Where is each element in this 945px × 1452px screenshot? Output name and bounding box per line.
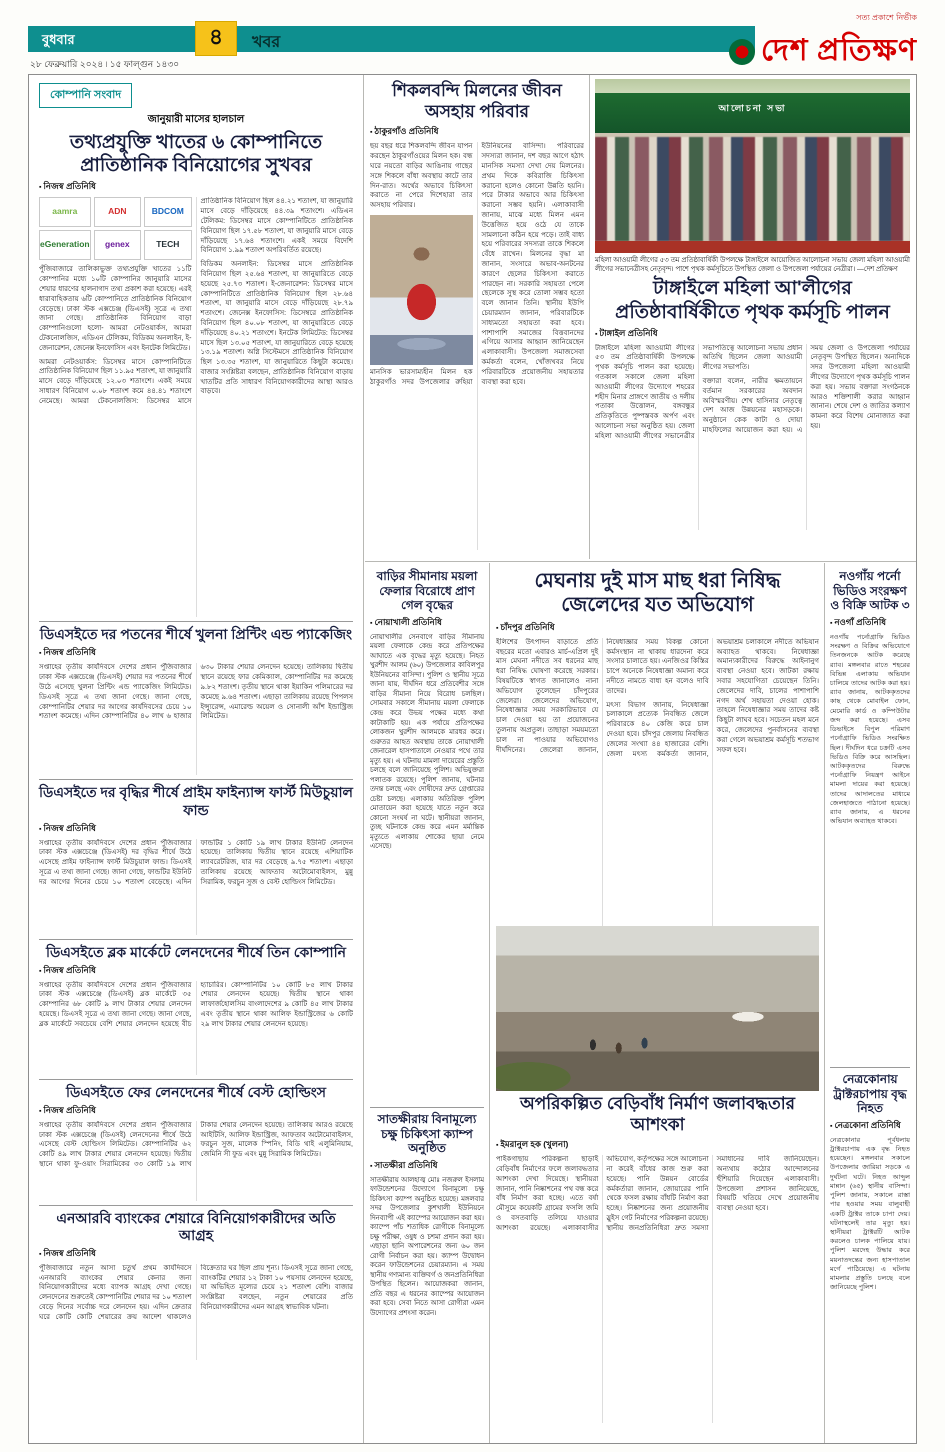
paper-brand [729, 12, 917, 77]
article-body [39, 1264, 353, 1360]
byline: ▪ চাঁদপুর প্রতিনিধি [496, 621, 819, 635]
paragraph: পুঁজিবাজারে তালিকাভুক্ত তথ্যপ্রযুক্তি খাতের ১১টি কোম্পানির মধ্যে ১০টি কোম্পানির জানুয়ারি মাসের শেয়ার ধারণের হালনাগাদ তথ্য প্রকাশ করা হয়েছে। এরই ধারাবাহিকতায় ৬টি কোম্পানিতে প্রাতিষ্ঠানিক বিনিয়োগ বেড়েছে। ঢাকা স্টক এক্সচেঞ্জ (ডিএসই) সূত্রে এ তথ্য জানা গেছে। প্রাতিষ্ঠানিক বিনিয়োগ বাড়া কোম্পানিগুলো হলো- আমরা নেটওয়ার্কস, আমরা টেকনোলজিস, এডিএন টেলিকম, বিডিকম অনলাইন, ই-জেনারেশন, জেনেক্স ইনফোসিস এবং ইনটেক লিমিটেড। [39, 266, 192, 352]
article-body [496, 1155, 819, 1423]
company-logo-label: ADN [108, 206, 127, 217]
paragraph: বক্তারা বলেন, নারীর ক্ষমতায়নে বর্তমান সরকারের অবদান অবিস্মরণীয়। শেখ হাসিনার নেতৃত্বে দেশ আজ উন্নয়নের মহাসড়কে। অনুষ্ঠানে কেক কাটা ও দোয়া মাহফিলের আয়োজন করা হয়। এ সময় জেলা ও উপজেলা পর্যায়ের নেতৃবৃন্দ উপস্থিত ছিলেন। অন্যদিকে সদর উপজেলা মহিলা আওয়ামী লীগের উদ্যোগে পৃথক কর্মসূচি পালন করা হয়। সভায় বক্তারা সংগঠনকে আরও শক্তিশালী করার আহ্বান জানান। শেষে দেশ ও জাতির কল্যাণ কামনা করে বিশেষ মোনাজাত করা হয়। [702, 344, 910, 435]
photo-meeting-group [595, 79, 910, 253]
byline: ▪ নওগাঁ প্রতিনিধি [830, 616, 910, 630]
photo-carpet [595, 241, 910, 253]
company-logo-label: BDCOM [151, 206, 184, 217]
headline-meghna-fishing: মেঘনায় দুই মাস মাছ ধরা নিষিদ্ধ জেলেদের যত অভিযোগ [534, 570, 781, 617]
paragraph: নওগাঁয় পর্নোগ্রাফি ভিডিও সংরক্ষণ ও বিক্রির অভিযোগে তিনজনকে আটক করেছে র‍্যাব। মঙ্গলবার রাতে শহরের বিভিন্ন এলাকায় অভিযান চালিয়ে তাদের আটক করা হয়। র‍্যাব জানায়, আটককৃতদের কাছ থেকে মোবাইল ফোন, মেমোরি কার্ড ও কম্পিউটার জব্দ করা হয়েছে। এসব ডিভাইসে বিপুল পরিমাণ পর্নোগ্রাফি ভিডিও সংরক্ষিত ছিল। দীর্ঘদিন ধরে চক্রটি এসব ভিডিও বিক্রি করে আসছিল। আটককৃতদের বিরুদ্ধে পর্নোগ্রাফি নিয়ন্ত্রণ আইনে মামলা দায়ের করা হয়েছে। তাদের আদালতের মাধ্যমে জেলহাজতে পাঠানো হয়েছে। র‍্যাব জানায়, এ ধরনের অভিযান অব্যাহত থাকবে। [830, 633, 910, 826]
article-body [370, 142, 584, 550]
headline-beribadh: অপরিকল্পিত বেড়িবাঁধ নির্মাণ জলাবদ্ধতার আশংকা [519, 1093, 795, 1134]
article-body [830, 1136, 910, 1436]
headline-khulna-printing: ডিএসইতে দর পতনের শীর্ষে খুলনা প্রিন্টিং এন্ড প্যাকেজিং [39, 626, 353, 643]
paper-name: দেশ প্রতিক্ষণ [760, 34, 917, 67]
byline: ▪ নিজস্ব প্রতিনিধি [39, 1104, 353, 1118]
byline: ▪ নিজস্ব প্রতিনিধি [39, 964, 353, 978]
company-logo [39, 230, 91, 260]
article-body [39, 197, 353, 617]
paragraph: মানসিক ভারসাম্যহীন মিলন হক ঠাকুরগাঁও সদর উপজেলার রুহিয়া ইউনিয়নের বাসিন্দা। পরিবারের সদস্যরা জানান, দশ বছর আগে হঠাৎ মানসিক সমস্যা দেখা দেয় মিলনের। প্রথম দিকে কবিরাজি চিকিৎসা করানো হলেও কোনো উন্নতি হয়নি। পরে টাকার অভাবে আর চিকিৎসা করানো সম্ভব হয়নি। এলাকাবাসী জানায়, মাঝে মধ্যে মিলন এমন উত্তেজিত হয়ে ওঠে যে তাকে সামলানো কঠিন হয়ে পড়ে। তাই বাধ্য হয়ে পরিবারের সদস্যরা তাকে শিকলে বেঁধে রাখেন। মিলনের বৃদ্ধা মা জানান, সংসারে অভাব-অনটনের কারণে ছেলের চিকিৎসা করাতে পারছেন না। সরকারি সহায়তা পেলে ছেলেকে সুস্থ করে তোলা সম্ভব হতো বলে জানান তিনি। স্থানীয় ইউপি চেয়ারম্যান জানান, পরিবারটিকে সাধ্যমতো সহায়তা করা হবে। পাশাপাশি সমাজের বিত্তবানদের এগিয়ে আসার আহ্বান জানিয়েছেন এলাকাবাসী। উপজেলা সমাজসেবা কর্মকর্তা বলেন, খোঁজখবর নিয়ে পরিবারটিকে প্রয়োজনীয় সহায়তার ব্যবস্থা করা হবে। [370, 143, 584, 386]
article-tangail-league [593, 79, 912, 557]
article-body [595, 344, 910, 530]
article-body [370, 1176, 484, 1438]
paragraph: সপ্তাহের তৃতীয় কার্যদিবসে দেশের প্রধান পুঁজিবাজার ঢাকা স্টক এক্সচেঞ্জে (ডিএসই) ব্লক মার্কেটে ৩৫ কোম্পানির ৬৮ কোটি ৯ লাখ টাকার শেয়ার লেনদেন হয়েছে। ডিএসই সূত্রে এ তথ্য জানা গেছে। জানা গেছে, ব্লক মার্কেটে সবচেয়ে বেশি শেয়ার লেনদেন হয়েছে বীচ হ্যাচারির। কোম্পানিটির ১০ কোটি ৮৫ লাখ টাকার শেয়ার লেনদেন হয়েছে। দ্বিতীয় স্থানে থাকা লাফার্জহোলসিম বাংলাদেশের ৯ কোটি ৪৫ লাখ টাকার এবং তৃতীয় স্থানে থাকা আলিফ ইন্ডাস্ট্রিজের ৬ কোটি ২৯ লাখ টাকার শেয়ার লেনদেন হয়েছে। [39, 981, 353, 1028]
headline-nawga-arrest: নওগাঁয় পর্নো ভিডিও সংরক্ষণ ও বিক্রি আটক ৩ [830, 569, 910, 613]
section-bar [28, 26, 755, 52]
column-divider [489, 563, 490, 1443]
company-logos-figure [39, 197, 192, 260]
article-divider [830, 1067, 910, 1068]
byline: ▪ নিজস্ব প্রতিনিধি [39, 822, 353, 836]
company-logo [39, 197, 91, 227]
paragraph: নোয়াখালীর সেনবাগে বাড়ির সীমানায় ময়লা ফেলাকে কেন্দ্র করে প্রতিপক্ষের আঘাতে এক বৃদ্ধের মৃত্যু হয়েছে। নিহত খুরশীদ আলম (৬০) উপজেলার কাবিলপুর ইউনিয়নের বাসিন্দা। পুলিশ ও স্থানীয় সূত্রে জানা যায়, দীর্ঘদিন ধরে প্রতিবেশীর সঙ্গে বাড়ির সীমানা নিয়ে বিরোধ চলছিল। সোমবার সকালে সীমানায় ময়লা ফেলাকে কেন্দ্র করে উভয় পক্ষের মধ্যে কথা কাটাকাটি হয়। এক পর্যায়ে প্রতিপক্ষের লোকজন খুরশীদ আলমকে মারধর করে। গুরুতর আহত অবস্থায় তাকে নোয়াখালী জেনারেল হাসপাতালে নেওয়ার পথে তার মৃত্যু হয়। এ ঘটনায় মামলা দায়েরের প্রস্তুতি চলছে বলে জানিয়েছে পুলিশ। অভিযুক্তরা পলাতক রয়েছে। পুলিশ জানায়, ঘটনার তদন্ত চলছে এবং দোষীদের দ্রুত গ্রেপ্তারের চেষ্টা চলছে। এলাকায় অতিরিক্ত পুলিশ মোতায়েন করা হয়েছে যাতে নতুন করে কোনো সংঘর্ষ না ঘটে। স্থানীয়রা জানান, তুচ্ছ ঘটনাকে কেন্দ্র করে এমন মর্মান্তিক মৃত্যুতে এলাকায় শোকের ছায়া নেমে এসেছে। [370, 633, 484, 851]
column-divider [824, 563, 825, 1443]
article-divider [370, 1107, 484, 1108]
article-divider [39, 939, 353, 940]
byline: ▪ টাঙ্গাইল প্রতিনিধি [595, 327, 910, 341]
photo-crowd [595, 137, 910, 241]
day-label: বুধবার [42, 32, 75, 47]
paragraph: পুঁজিবাজারে নতুন আসা চতুর্থ প্রথম কার্যদিবসে এনআরবি ব্যাংকের শেয়ার কেনার জন্য বিনিয়োগকারীদের মধ্যে ব্যাপক আগ্রহ দেখা গেছে। লেনদেনের শুরুতেই কোম্পানিটির শেয়ার দর ১০ শতাংশ বেড়ে দিনের সর্বোচ্চ দরে লেনদেন হয়। এদিন ক্রেতার ঘরে কোটি কোটি শেয়ারের ক্রয় আদেশ থাকলেও বিক্রেতার ঘর ছিল প্রায় শূন্য। ডিএসই সূত্রে জানা গেছে, ব্যাংকটির শেয়ার ১২ টাকা ১০ পয়সায় লেনদেন হয়েছে, যা অভিহিত মূল্যের চেয়ে ২১ শতাংশ বেশি। বাজার সংশ্লিষ্টরা বলছেন, নতুন শেয়ারের প্রতি বিনিয়োগকারীদের এমন আগ্রহ স্বাভাবিক ঘটনা। [39, 1264, 353, 1321]
paragraph: আমরা নেটওয়ার্কস: ডিসেম্বর মাসে কোম্পানিটিতে প্রাতিষ্ঠানিক বিনিয়োগ ছিল ১১.৯৫ শতাংশ, যা জানুয়ারি মাসে বেড়ে দাঁড়িয়েছে ১২.০৩ শতাংশে। একই সময়ে সাধারণ বিনিয়োগ ০.০৮ শতাংশ কমে ৪৪.৪১ শতাংশে নেমেছে। আমরা টেকনোলজিস: ডিসেম্বর মাসে প্রাতিষ্ঠানিক বিনিয়োগ ছিল ৪৪.২১ শতাংশ, যা জানুয়ারি মাসে বেড়ে দাঁড়িয়েছে ৪৪.৩৯ শতাংশে। এডিএন টেলিকম: ডিসেম্বর মাসে কোম্পানিটিতে প্রাতিষ্ঠানিক বিনিয়োগ ছিল ১৭.৫৮ শতাংশ, যা জানুয়ারি মাসে বেড়ে দাঁড়িয়েছে ১৭.৬৪ শতাংশে। একই সময়ে বিদেশি বিনিয়োগ ১.৯৯ শতাংশ অপরিবর্তিত রয়েছে। [39, 198, 353, 405]
article-body [39, 663, 353, 775]
photo-banner-text: আলোচনা সভা [718, 103, 787, 113]
company-logo-label: TECH [156, 239, 180, 250]
headline-chokkhu-camp: সাতক্ষীরায় বিনামূল্যে চক্ষু চিকিৎসা ক্যাম্প অনুষ্ঠিত [377, 1111, 477, 1156]
paragraph: নেত্রকোনার পূর্বধলায় ট্রাক্টরচাপায় এক বৃদ্ধ নিহত হয়েছেন। মঙ্গলবার সকালে উপজেলার জারিয়া সড়কে এ দুর্ঘটনা ঘটে। নিহত আব্দুল মান্নান (৬৫) স্থানীয় বাসিন্দা। পুলিশ জানায়, সকালে রাস্তা পার হওয়ার সময় বালুবাহী একটি ট্রাক্টর তাকে চাপা দেয়। ঘটনাস্থলেই তার মৃত্যু হয়। স্থানীয়রা ট্রাক্টরটি আটক করলেও চালক পালিয়ে যায়। পুলিশ মরদেহ উদ্ধার করে ময়নাতদন্তের জন্য হাসপাতাল মর্গে পাঠিয়েছে। এ ঘটনায় মামলার প্রস্তুতি চলছে বলে জানিয়েছে পুলিশ। [830, 1136, 910, 1292]
paragraph: সপ্তাহের তৃতীয় কার্যদিবসে দেশের প্রধান পুঁজিবাজার ঢাকা স্টক এক্সচেঞ্জে (ডিএসই) লেনদেনের শীর্ষে উঠে এসেছে বেস্ট হোল্ডিংস লিমিটেড। কোম্পানিটির ৬২ কোটি ৪৯ লাখ টাকার শেয়ার লেনদেন হয়েছে। দ্বিতীয় স্থানে থাকা ফু-ওয়াং সিরামিকের ৩৩ কোটি ১৯ লাখ টাকার শেয়ার লেনদেন হয়েছে। তালিকায় আরও রয়েছে আইটিসি, আলিফ ইন্ডাস্ট্রিজ, আফতাব অটোমোবাইলস, ফরচুন সুজ, মালেক স্পিনিং, বিডি থাই এলুমিনিয়াম, জেমিনি সী ফুড এবং মুন্নু সিরামিক লিমিটেড। [39, 1121, 353, 1168]
headline-nrb-bank: এনআরবি ব্যাংকের শেয়ারে বিনিয়োগকারীদের অতি আগ্রহ [56, 1209, 336, 1243]
headline-tangail-league: টাঙ্গাইলে মহিলা আ'লীগের প্রতিষ্ঠাবার্ষিকীতে পৃথক কর্মসূচি পালন [615, 278, 890, 323]
byline: ▪ নিজস্ব প্রতিনিধি [39, 1247, 353, 1261]
company-news-column [31, 77, 361, 1441]
paragraph: সাতক্ষীরায় আলহাজ্ব মোঃ নজরুল ইসলাম ফাউন্ডেশনের উদ্যোগে বিনামূল্যে চক্ষু চিকিৎসা ক্যাম্প অনুষ্ঠিত হয়েছে। মঙ্গলবার সদর উপজেলার কুশখালী ইউনিয়নে দিনব্যাপী এই ক্যাম্পের আয়োজন করা হয়। ক্যাম্পে পাঁচ শতাধিক রোগীকে বিনামূল্যে চক্ষু পরীক্ষা, ওষুধ ও চশমা প্রদান করা হয়। এছাড়া ছানি অপারেশনের জন্য ৬০ জন রোগী নির্বাচন করা হয়। ক্যাম্প উদ্বোধন করেন ফাউন্ডেশনের চেয়ারম্যান। এ সময় স্থানীয় গণ্যমান্য ব্যক্তিবর্গ ও জনপ্রতিনিধিরা উপস্থিত ছিলেন। আয়োজকরা জানান, প্রতি বছর এ ধরনের ক্যাম্পের আয়োজন করা হবে। সেবা নিতে আসা রোগীরা এমন উদ্যোগের প্রশংসা করেন। [370, 1176, 484, 1317]
photo-chained-man [370, 215, 473, 365]
paragraph: ছয় বছর ধরে শিকলবন্দি জীবন যাপন করছেন ঠাকুরগাঁওয়ের মিলন হক। বন্ধ ঘরে নয়তো বাড়ির আঙিনায় গাছের সঙ্গে শিকলে বাঁধা অবস্থায় কাটে তার দিন-রাত। অর্থের অভাবে চিকিৎসা করাতে না পেরে দিশেহারা তার অসহায় পরিবার। [370, 143, 473, 210]
article-divider [39, 779, 353, 780]
article-body [39, 981, 353, 1075]
byline: ▪ নোয়াখালী প্রতিনিধি [370, 616, 484, 630]
byline: ▪ নিজস্ব প্রতিনিধি [39, 646, 353, 660]
paragraph: টাঙ্গাইলে মহিলা আওয়ামী লীগের ৫৩ তম প্রতিষ্ঠাবার্ষিকী উপলক্ষে পৃথক কর্মসূচি পালন করা হয়েছে। গতকাল সকালে জেলা মহিলা আওয়ামী লীগের উদ্যোগে শহরের শহীদ মিনার প্রাঙ্গণে জাতীয় ও দলীয় পতাকা উত্তোলন, বঙ্গবন্ধুর প্রতিকৃতিতে পুষ্পস্তবক অর্পণ এবং আলোচনা সভা অনুষ্ঠিত হয়। জেলা মহিলা আওয়ামী লীগের সভানেত্রীর সভাপতিত্বে আলোচনা সভায় প্রধান অতিথি ছিলেন জেলা আওয়ামী লীগের সভাপতি। [595, 344, 803, 440]
article-divider [39, 1205, 353, 1206]
right-news-column [828, 567, 912, 1439]
headline-block-market: ডিএসইতে ব্লক মার্কেটে লেনদেনের শীর্ষে তিন কোম্পানি [46, 943, 346, 960]
paragraph: মৎস্য বিভাগ জানায়, নিষেধাজ্ঞা চলাকালে প্রত্যেক নিবন্ধিত জেলে পরিবারকে ৪০ কেজি করে চাল দেওয়া হবে। চাঁদপুর জেলায় নিবন্ধিত জেলের সংখ্যা ৪৪ হাজারের বেশি। জেলা মৎস্য কর্মকর্তা জানান, অভয়াশ্রম চলাকালে নদীতে অভিযান অব্যাহত থাকবে। নিষেধাজ্ঞা অমান্যকারীদের বিরুদ্ধে আইনানুগ ব্যবস্থা নেওয়া হবে। জাটকা রক্ষায় সবার সহযোগিতা চেয়েছেন তিনি। জেলেদের দাবি, চালের পাশাপাশি নগদ অর্থ সহায়তা দেওয়া হোক। তাহলে নিষেধাজ্ঞার সময় তাদের কষ্ট কিছুটা লাঘব হবে। সচেতন মহল মনে করে, জেলেদের পুনর্বাসনের ব্যবস্থা করা গেলে অভয়াশ্রম কর্মসূচি শতভাগ সফল হবে। [606, 638, 819, 758]
paper-tagline: সত্য প্রকাশে নির্ভীক [856, 13, 917, 22]
company-logo-label: aamra [52, 206, 78, 217]
headline-prime-finance: ডিএসইতে দর বৃদ্ধির শীর্ষে প্রাইম ফাইন্যান্স ফার্স্ট মিউচুয়াল ফান্ড [39, 784, 353, 818]
company-logo [94, 197, 141, 227]
paragraph: সপ্তাহের তৃতীয় কার্যদিবসে দেশের প্রধান পুঁজিবাজার ঢাকা স্টক এক্সচেঞ্জে (ডিএসই) শেয়ার দর পতনের শীর্ষে উঠে এসেছে খুলনা প্রিন্টিং এন্ড প্যাকেজিং লিমিটেড। ডিএসই সূত্রে এ তথ্য জানা গেছে। জানা গেছে, কোম্পানিটির শেয়ার দর আগের কার্যদিবসের চেয়ে ১০ শতাংশ কমেছে। এদিন কোম্পানিটির ৪০ লাখ ৬ হাজার ৬৩০ টাকার শেয়ার লেনদেন হয়েছে। তালিকায় দ্বিতীয় স্থানে রয়েছে ফার কেমিক্যাল, কোম্পানিটির দর কমেছে ৯.৮২ শতাংশ। তৃতীয় স্থানে থাকা ইয়াকিন পলিমারের দর কমেছে ৯.৬৪ শতাংশ। এছাড়া তালিকায় রয়েছে পিপলস ইন্স্যুরেন্স, এমারেল্ড অয়েল ও সোনালী আঁশ ইন্ডাস্ট্রিজ লিমিটেড। [39, 664, 353, 721]
byline: ▪ নিজস্ব প্রতিনিধি [39, 180, 353, 194]
byline: ▪ ঠাকুরগাঁও প্রতিনিধি [370, 125, 584, 139]
headline-shikolbondi: শিকলবন্দি মিলনের জীবন অসহায় পরিবার [392, 81, 562, 121]
company-logo [144, 197, 191, 227]
headline-it-investment: তথ্যপ্রযুক্তি খাতের ৬ কোম্পানিতে প্রাতিষ্ঠানিক বিনিয়োগের সুখবর [69, 132, 323, 177]
headline-netrokona-accident: নেত্রকোনায় ট্রাক্টরচাপায় বৃদ্ধ নিহত [833, 1071, 907, 1116]
company-logo-label: genex [105, 239, 130, 250]
company-logo-label: eGeneration [40, 239, 90, 250]
article-divider [39, 621, 353, 622]
article-body [830, 633, 910, 1063]
paragraph: বিডিকম অনলাইন: ডিসেম্বর মাসে প্রাতিষ্ঠানিক বিনিয়োগ ছিল ২৫.৬৪ শতাংশ, যা জানুয়ারিতে বেড়ে হয়েছে ২৫.৭৩ শতাংশ। ই-জেনারেশন: ডিসেম্বর মাসে কোম্পানিটিতে প্রাতিষ্ঠানিক বিনিয়োগ ছিল ২৮.৬৪ শতাংশ, যা জানুয়ারি মাসে বেড়ে দাঁড়িয়েছে ২৮.৭৯ শতাংশে। জেনেক্স ইনফোসিস: ডিসেম্বরে প্রাতিষ্ঠানিক বিনিয়োগ ছিল ৪০.০৮ শতাংশ, যা জানুয়ারিতে বেড়ে দাঁড়িয়েছে ৪০.২১ শতাংশে। ইনটেক লিমিটেড: ডিসেম্বর মাসে ছিল ১৩.০৫ শতাংশ, যা জানুয়ারিতে বেড়ে হয়েছে ১৩.১৯ শতাংশ। অগ্নি সিস্টেমসে প্রাতিষ্ঠানিক বিনিয়োগ ছিল ১৩.৩৫ শতাংশ, যা জানুয়ারিতে কিছুটা কমেছে। বাজার সংশ্লিষ্টরা বলছেন, প্রাতিষ্ঠানিক বিনিয়োগ বাড়ায় খাতটির প্রতি সাধারণ বিনিয়োগকারীদের আস্থা আরও বাড়বে। [200, 261, 353, 396]
paragraph: সপ্তাহের তৃতীয় কার্যদিবসে দেশের প্রধান পুঁজিবাজার ঢাকা স্টক এক্সচেঞ্জে (ডিএসই) দর বৃদ্ধির শীর্ষে উঠে এসেছে প্রাইম ফাইন্যান্স ফার্স্ট মিউচুয়াল ফান্ড। ডিএসই সূত্রে এ তথ্য জানা গেছে। জানা গেছে, ফান্ডটির ইউনিট দর আগের দিনের চেয়ে ১০ শতাংশ বেড়েছে। এদিন ফান্ডটির ১ কোটি ১৯ লাখ টাকার ইউনিট লেনদেন হয়েছে। তালিকায় দ্বিতীয় স্থানে রয়েছে এশিয়াটিক ল্যাবরেটরিজ, যার দর বেড়েছে ৯.৭৫ শতাংশ। এছাড়া তালিকায় রয়েছে আফতাব অটোমোবাইলস, মুন্নু সিরামিক, ফরচুন সুজ ও বেস্ট হোল্ডিংস লিমিটেড। [39, 839, 353, 886]
column-divider [363, 75, 364, 1443]
page-number: ৪ [195, 21, 237, 56]
kicker: জানুয়ারী মাসের হালচাল [147, 114, 245, 125]
paper-logo-icon [729, 39, 755, 65]
company-logo [94, 230, 141, 260]
company-logo [144, 230, 191, 260]
paragraph: পাইকগাছায় পরিকল্পনা ছাড়াই বেড়িবাঁধ নির্মাণের ফলে জলাবদ্ধতার আশংকা দেখা দিয়েছে। স্থানীয়রা জানান, পানি নিষ্কাশনের পথ বন্ধ করে বাঁধ নির্মাণ করা হচ্ছে। এতে বর্ষা মৌসুমে কয়েকটি গ্রামের ফসলি জমি ও বসতবাড়ি তলিয়ে যাওয়ার আশংকা রয়েছে। এলাকাবাসীর অভিযোগ, কর্তৃপক্ষের সঙ্গে আলোচনা না করেই বাঁধের কাজ শুরু করা হয়েছে। পানি উন্নয়ন বোর্ডের কর্মকর্তারা জানান, জোয়ারের পানি থেকে ফসল রক্ষায় বাঁধটি নির্মাণ করা হচ্ছে। নিষ্কাশনের জন্য প্রয়োজনীয় স্লুইস গেট নির্মাণের পরিকল্পনা রয়েছে। স্থানীয় জনপ্রতিনিধিরা দ্রুত সমস্যা সমাধানের দাবি জানিয়েছেন। অন্যথায় কঠোর আন্দোলনের হুঁশিয়ারি দিয়েছেন এলাকাবাসী। উপজেলা প্রশাসন জানিয়েছে, বিষয়টি খতিয়ে দেখে প্রয়োজনীয় ব্যবস্থা নেওয়া হবে। [496, 1156, 819, 1232]
article-body [39, 1121, 353, 1201]
article-body [370, 633, 484, 1103]
content-frame [28, 74, 917, 1444]
article-body [496, 638, 819, 926]
section-label: কোম্পানি সংবাদ [39, 83, 132, 108]
article-shikolbondi [367, 79, 587, 557]
headline-moyla: বাড়ির সীমানায় ময়লা ফেলার বিরোধে প্রাণ গেল বৃদ্ধের [376, 569, 478, 613]
row-divider [365, 561, 916, 562]
photo-caption: মহিলা আওয়ামী লীগের ৫৩ তম প্রতিষ্ঠাবার্ষিকী উপলক্ষে টাঙ্গাইলে আয়োজিত আলোচনা সভায় জেলা মহিলা আওয়ামী লীগের সভানেত্রীসহ নেতৃবৃন্দ। পাশে পৃথক কর্মসূচিতে উপস্থিত জেলা ও উপজেলা পর্যায়ের নেত্রীরা। —দেশ প্রতিক্ষণ [595, 257, 910, 274]
column-divider [589, 75, 590, 559]
article-body [39, 839, 353, 935]
byline: ▪ নেত্রকোনা প্রতিনিধি [830, 1119, 910, 1133]
date-line: ২৮ ফেব্রুয়ারি ২০২৪ ৷ ১৫ ফাল্গুন ১৪৩০ [30, 59, 180, 69]
article-meghna-block [493, 567, 822, 1439]
photo-river-bank [496, 926, 819, 1091]
district-news-column [367, 567, 487, 1439]
paragraph: ইলিশের উৎপাদন বাড়াতে প্রতি বছরের মতো এবারও মার্চ-এপ্রিল দুই মাস মেঘনা নদীতে সব ধরনের মাছ ধরা নিষিদ্ধ ঘোষণা করেছে সরকার। বিষয়টিকে স্বাগত জানালেও নানা অভিযোগ তুলেছেন চাঁদপুরের জেলেরা। জেলেদের অভিযোগ, নিষেধাজ্ঞার সময় সরকারিভাবে যে চাল দেওয়া হয় তা প্রয়োজনের তুলনায় অপ্রতুল। তাছাড়া সময়মতো চাল না পাওয়ার অভিযোগও দীর্ঘদিনের। জেলেরা জানান, নিষেধাজ্ঞার সময় বিকল্প কোনো কর্মসংস্থান না থাকায় ধারদেনা করে সংসার চালাতে হয়। এনজিওর কিস্তির চাপে অনেকে নিষেধাজ্ঞা অমান্য করে নদীতে নামতে বাধ্য হন বলেও দাবি তাদের। [496, 638, 709, 754]
byline: ▪ সাতক্ষীরা প্রতিনিধি [370, 1159, 484, 1173]
section-name: খবর [252, 34, 281, 51]
headline-best-holdings: ডিএসইতে ফের লেনদেনের শীর্ষে বেস্ট হোল্ডিংস [65, 1083, 327, 1100]
article-divider [39, 1079, 353, 1080]
byline: ▪ ইমরানুল হক (খুলনা) [496, 1138, 819, 1152]
